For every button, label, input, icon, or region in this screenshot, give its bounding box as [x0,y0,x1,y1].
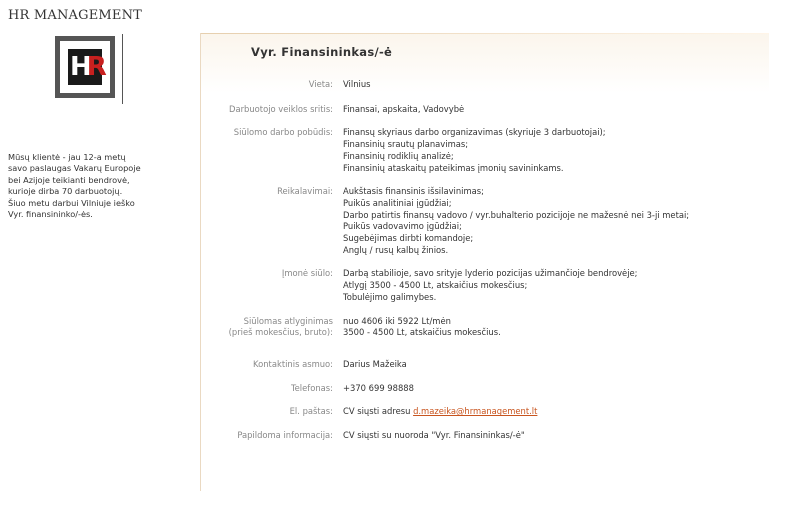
detail-line: Atlygį 3500 - 4500 Lt, atskaičius mokesčius; [343,280,528,291]
detail-label [201,316,343,339]
detail-row-email [201,406,769,418]
detail-line: Sugebėjimas dirbti komandoje; [343,233,474,244]
detail-label: Įmonė siūlo: [281,268,333,279]
intro-line: kurioje dirba 70 darbuotojų. [8,186,123,197]
logo-letter-h: H [70,52,87,82]
detail-label: Telefonas: [290,382,333,393]
detail-line: Darbo patirtis finansų vadovo / vyr.buhalterio pozicijoje ne mažesnė nei 3-ji metai; [343,209,690,220]
intro-line: savo paslaugas Vakarų Europoje [8,163,141,174]
detail-row-location [201,79,769,91]
detail-line: nuo 4606 iki 5922 Lt/mėn [343,315,451,326]
detail-row-contact-person [201,359,769,371]
detail-value [343,406,537,418]
detail-label: El. paštas: [289,406,333,417]
logo-letter-r: R [86,52,102,82]
intro-line: Vyr. finansininko/-ės. [8,209,93,220]
detail-label-line: (prieš mokesčius, bruto): [228,327,333,338]
logo-letters [70,49,102,85]
detail-label: Darbuotojo veiklos sritis: [229,103,333,114]
job-title: Vyr. Finansininkas/-ė [251,45,393,59]
detail-line: 3500 - 4500 Lt, atskaičius mokesčius. [343,327,501,338]
detail-row-job-nature [201,127,769,174]
detail-row-field [201,104,769,116]
detail-row-phone [201,383,769,395]
logo-divider [122,34,123,104]
detail-row-requirements [201,186,769,256]
detail-label: Siūlomo darbo pobūdis: [233,127,333,138]
detail-line: Finansinių ataskaitų pateikimas įmonių savininkams. [343,162,564,173]
detail-value: Finansai, apskaita, Vadovybė [343,103,465,114]
detail-value [343,127,606,174]
detail-label: Papildoma informacija: [237,430,333,441]
detail-line: Aukštasis finansinis išsilavinimas; [343,186,484,197]
detail-label: Vieta: [308,79,333,89]
email-link[interactable]: d.mazeika@hrmanagement.lt [413,406,538,417]
detail-value [343,186,689,256]
company-logo [55,36,115,98]
detail-value: Darius Mažeika [343,358,407,369]
intro-text [8,152,188,220]
email-prefix: CV siųsti adresu [343,406,414,417]
detail-line: Finansinių rodiklių analizė; [343,150,454,161]
detail-label: Kontaktinis asmuo: [253,358,333,369]
detail-line: Finansų skyriaus darbo organizavimas (skyriuje 3 darbuotojai); [343,127,606,138]
detail-line: Tobulėjimo galimybes. [343,291,437,302]
company-name: HR MANAGEMENT [8,8,143,23]
detail-line: Darbą stabilioje, savo srityje lyderio pozicijas užimančioje bendrovėje; [343,268,638,279]
detail-value: Vilnius [343,79,371,89]
intro-line: Mūsų klientė - jau 12-a metų [8,152,126,162]
intro-line: Šiuo metu darbui Vilniuje ieško [8,197,135,208]
detail-line: Anglų / rusų kalbų žinios. [343,244,449,255]
detail-value [343,316,501,339]
detail-value: +370 699 98888 [343,382,414,393]
detail-line: Finansinių srautų planavimas; [343,139,469,150]
detail-row-company-offers [201,268,769,303]
detail-value [343,268,638,303]
detail-label-line: Siūlomas atlyginimas [243,315,333,326]
detail-value: CV siųsti su nuoroda "Vyr. Finansininkas/-ė" [343,430,525,441]
job-panel [200,33,769,491]
intro-line: bei Azijoje teikianti bendrovė, [8,174,130,185]
detail-row-additional-info [201,430,769,442]
detail-label: Reikalavimai: [277,186,333,197]
detail-line: Puikūs vadovavimo įgūdžiai; [343,221,462,232]
detail-line: Puikūs analitiniai įgūdžiai; [343,197,452,208]
detail-row-salary [201,316,769,339]
job-details [201,79,769,442]
